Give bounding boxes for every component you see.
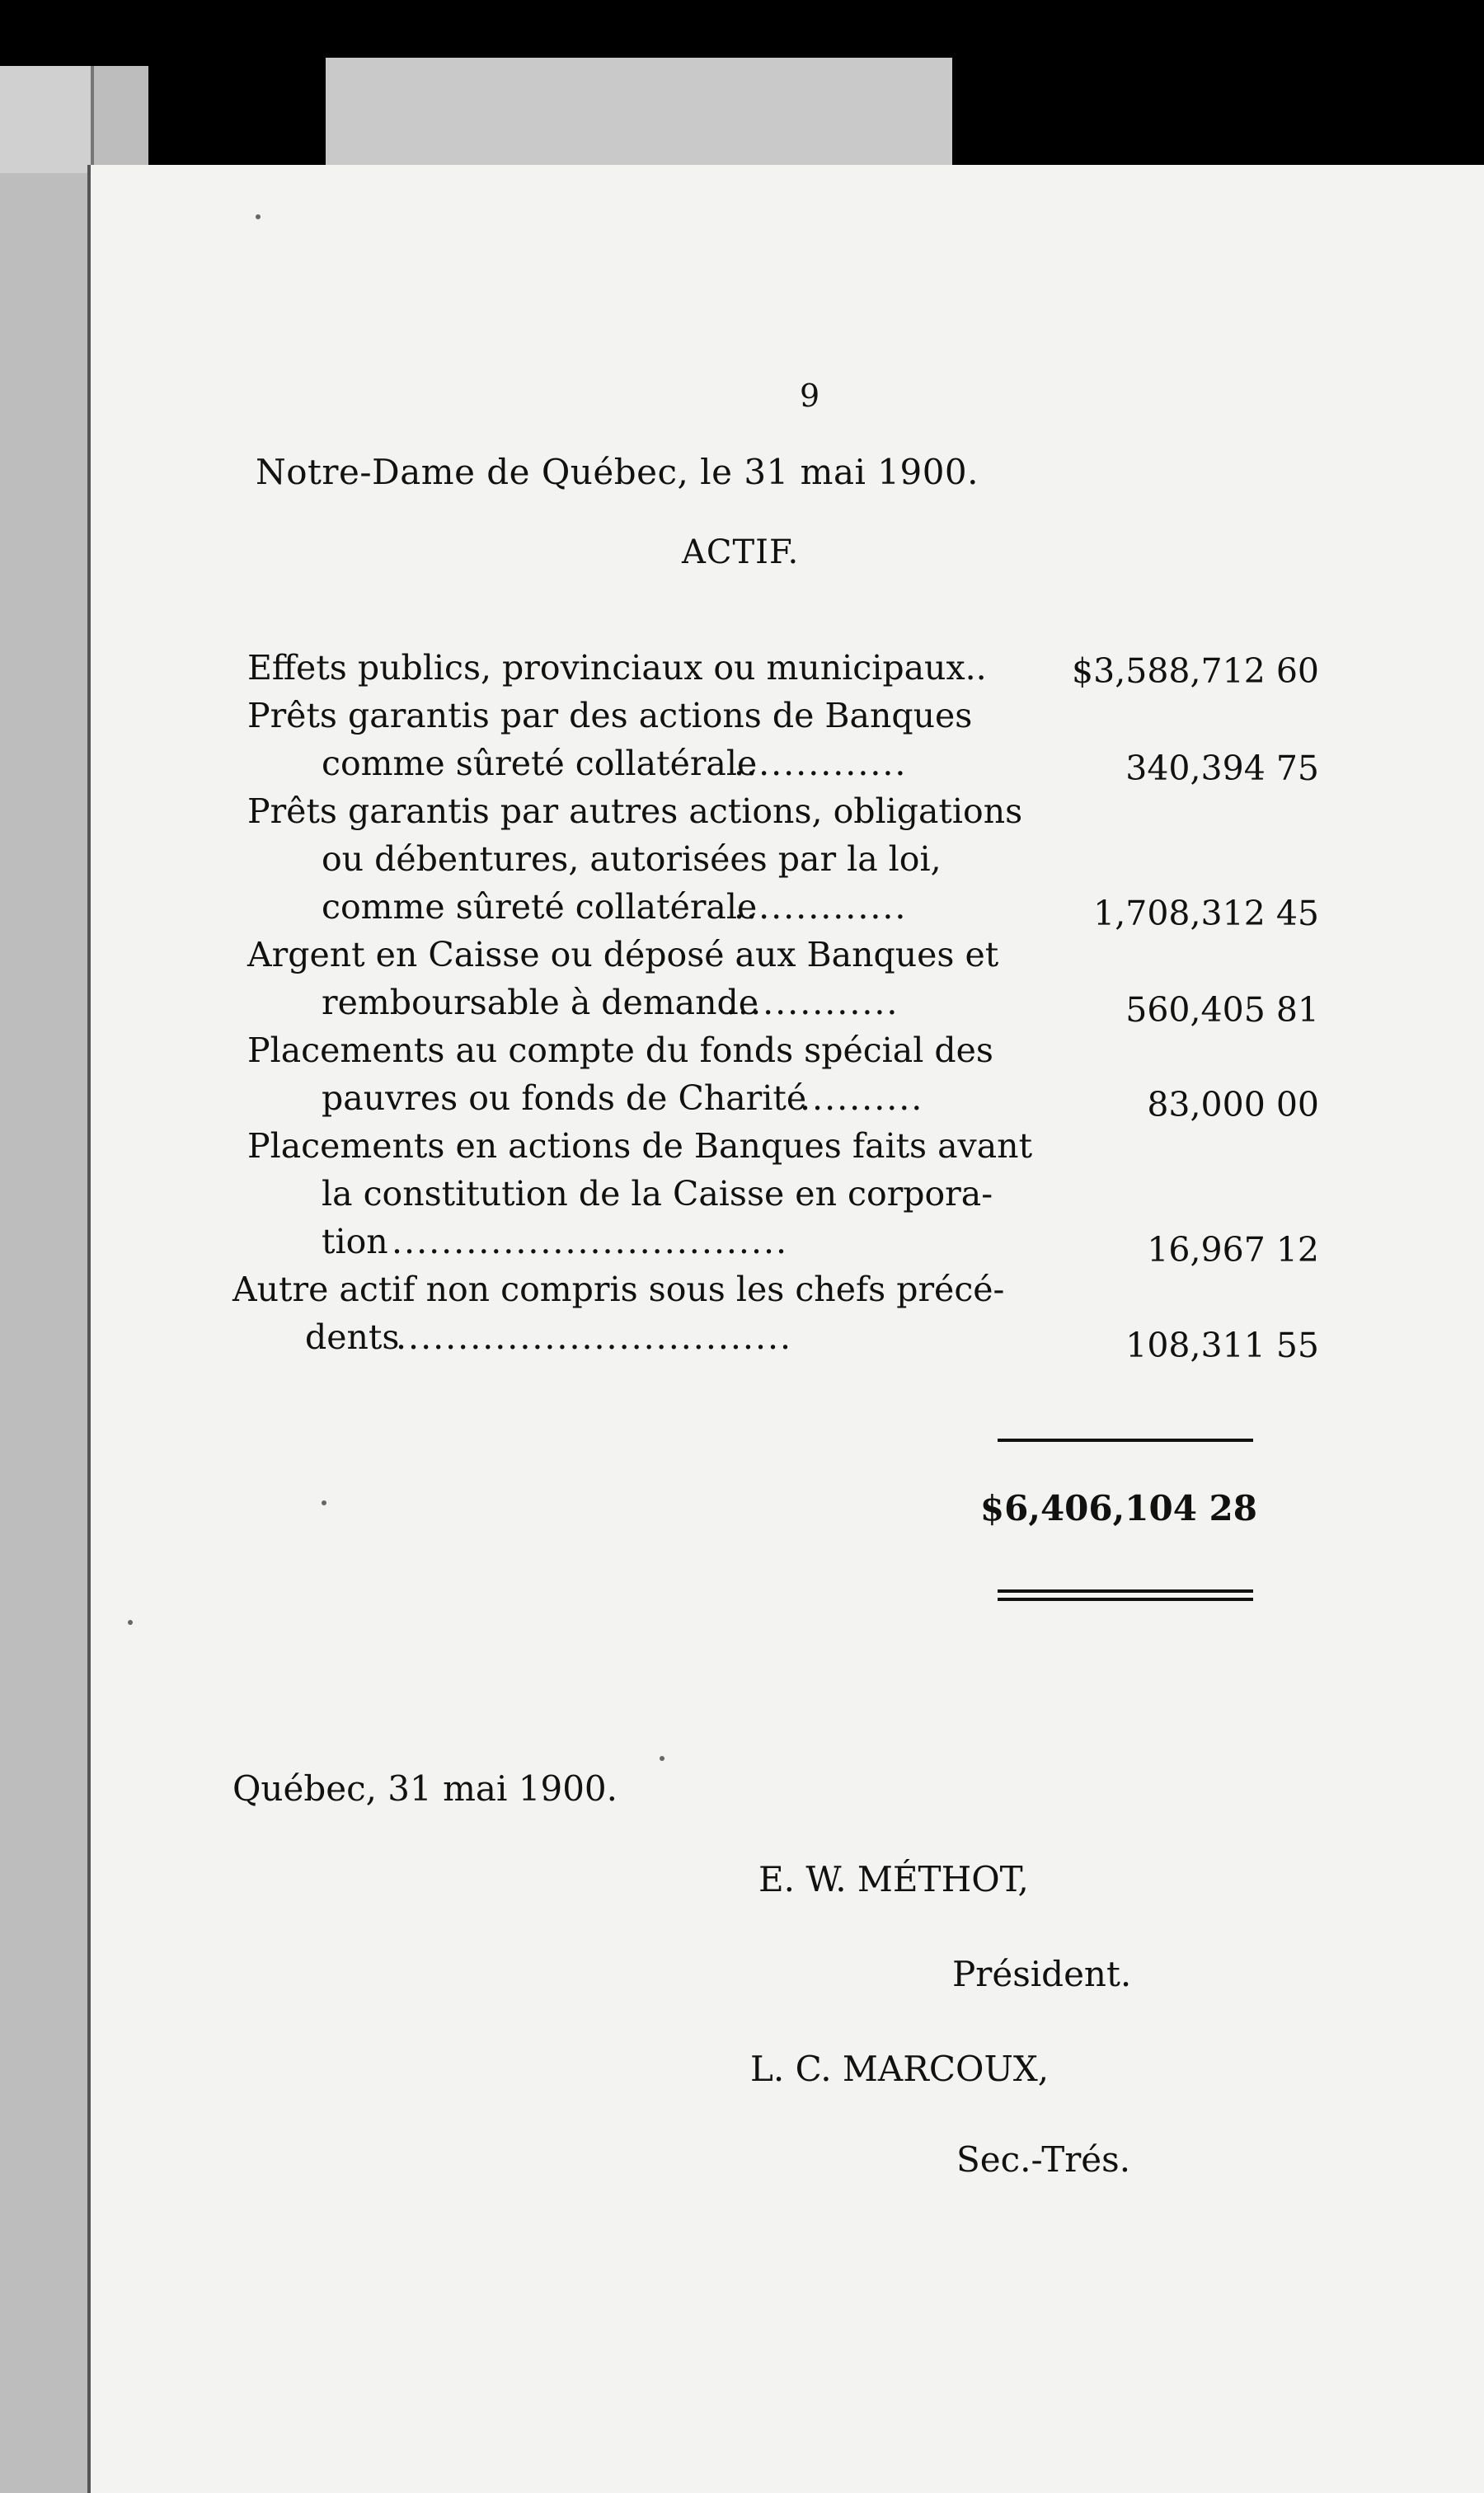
entry-5-line-1: Placements au compte du fonds spécial des (247, 1031, 993, 1070)
signature-name-secretary: L. C. MARCOUX, (750, 2049, 1050, 2089)
entry-3-amount: 1,708,312 45 (1093, 894, 1319, 933)
document-heading: Notre-Dame de Québec, le 31 mai 1900. (256, 452, 979, 492)
entry-7-amount: 108,311 55 (1125, 1326, 1319, 1365)
signature-title-secretary: Sec.-Trés. (956, 2139, 1131, 2180)
entry-4-leader: .............. (726, 983, 899, 1022)
document-page (91, 165, 1484, 2493)
entry-4-line-2: remboursable à demande (322, 983, 759, 1022)
entry-7-leader: ................................ (396, 1317, 793, 1357)
entry-6-amount: 16,967 12 (1147, 1230, 1319, 1270)
entry-6-line-1: Placements en actions de Banques faits avant (247, 1126, 1033, 1166)
entry-4-amount: 560,405 81 (1125, 990, 1319, 1030)
page-content (91, 165, 1484, 2493)
page-number: 9 (800, 378, 820, 414)
total-amount: $6,406,104 28 (979, 1488, 1257, 1528)
entry-6-line-2: la constitution de la Caisse en corpora- (322, 1174, 993, 1214)
entry-1-line-1: Effets publics, provinciaux ou municipaux.. (247, 648, 987, 688)
total-rule-top (998, 1439, 1253, 1442)
entry-2-leader: .............. (734, 744, 908, 783)
signature-title-president: Président. (952, 1954, 1132, 1994)
entry-5-amount: 83,000 00 (1147, 1085, 1319, 1124)
entry-1-amount: $3,588,712 60 (1072, 651, 1319, 691)
entry-3-line-1: Prêts garantis par autres actions, obligations (247, 791, 1023, 831)
background-strip-left (0, 66, 94, 173)
paper-speck (322, 1500, 326, 1505)
entry-3-leader: .............. (734, 887, 908, 927)
entry-7-line-1: Autre actif non compris sous les chefs précé- (232, 1270, 1005, 1309)
entry-2-amount: 340,394 75 (1125, 749, 1319, 788)
paper-speck (660, 1756, 665, 1761)
paper-speck (128, 1620, 133, 1625)
entry-2-line-1: Prêts garantis par des actions de Banques (247, 696, 973, 735)
entry-6-line-3: tion (322, 1222, 388, 1261)
section-title: ACTIF. (682, 533, 800, 571)
paper-speck (256, 214, 261, 219)
total-rule-bottom-2 (998, 1598, 1253, 1601)
asset-entries (91, 165, 1484, 2493)
entry-5-line-2: pauvres ou fonds de Charité (322, 1078, 807, 1118)
entry-6-leader: ................................ (392, 1222, 789, 1261)
entry-2-line-2: comme sûreté collatérale (322, 744, 758, 783)
entry-5-leader: .......... (800, 1078, 924, 1118)
total-rule-bottom-1 (998, 1589, 1253, 1593)
entry-3-line-3: comme sûreté collatérale (322, 887, 758, 927)
place-and-date: Québec, 31 mai 1900. (232, 1768, 618, 1809)
entry-7-line-2: dents (305, 1317, 400, 1357)
entry-4-line-1: Argent en Caisse ou déposé aux Banques et (247, 935, 999, 974)
entry-3-line-2: ou débentures, autorisées par la loi, (322, 839, 942, 879)
signature-name-president: E. W. MÉTHOT, (758, 1859, 1029, 1899)
